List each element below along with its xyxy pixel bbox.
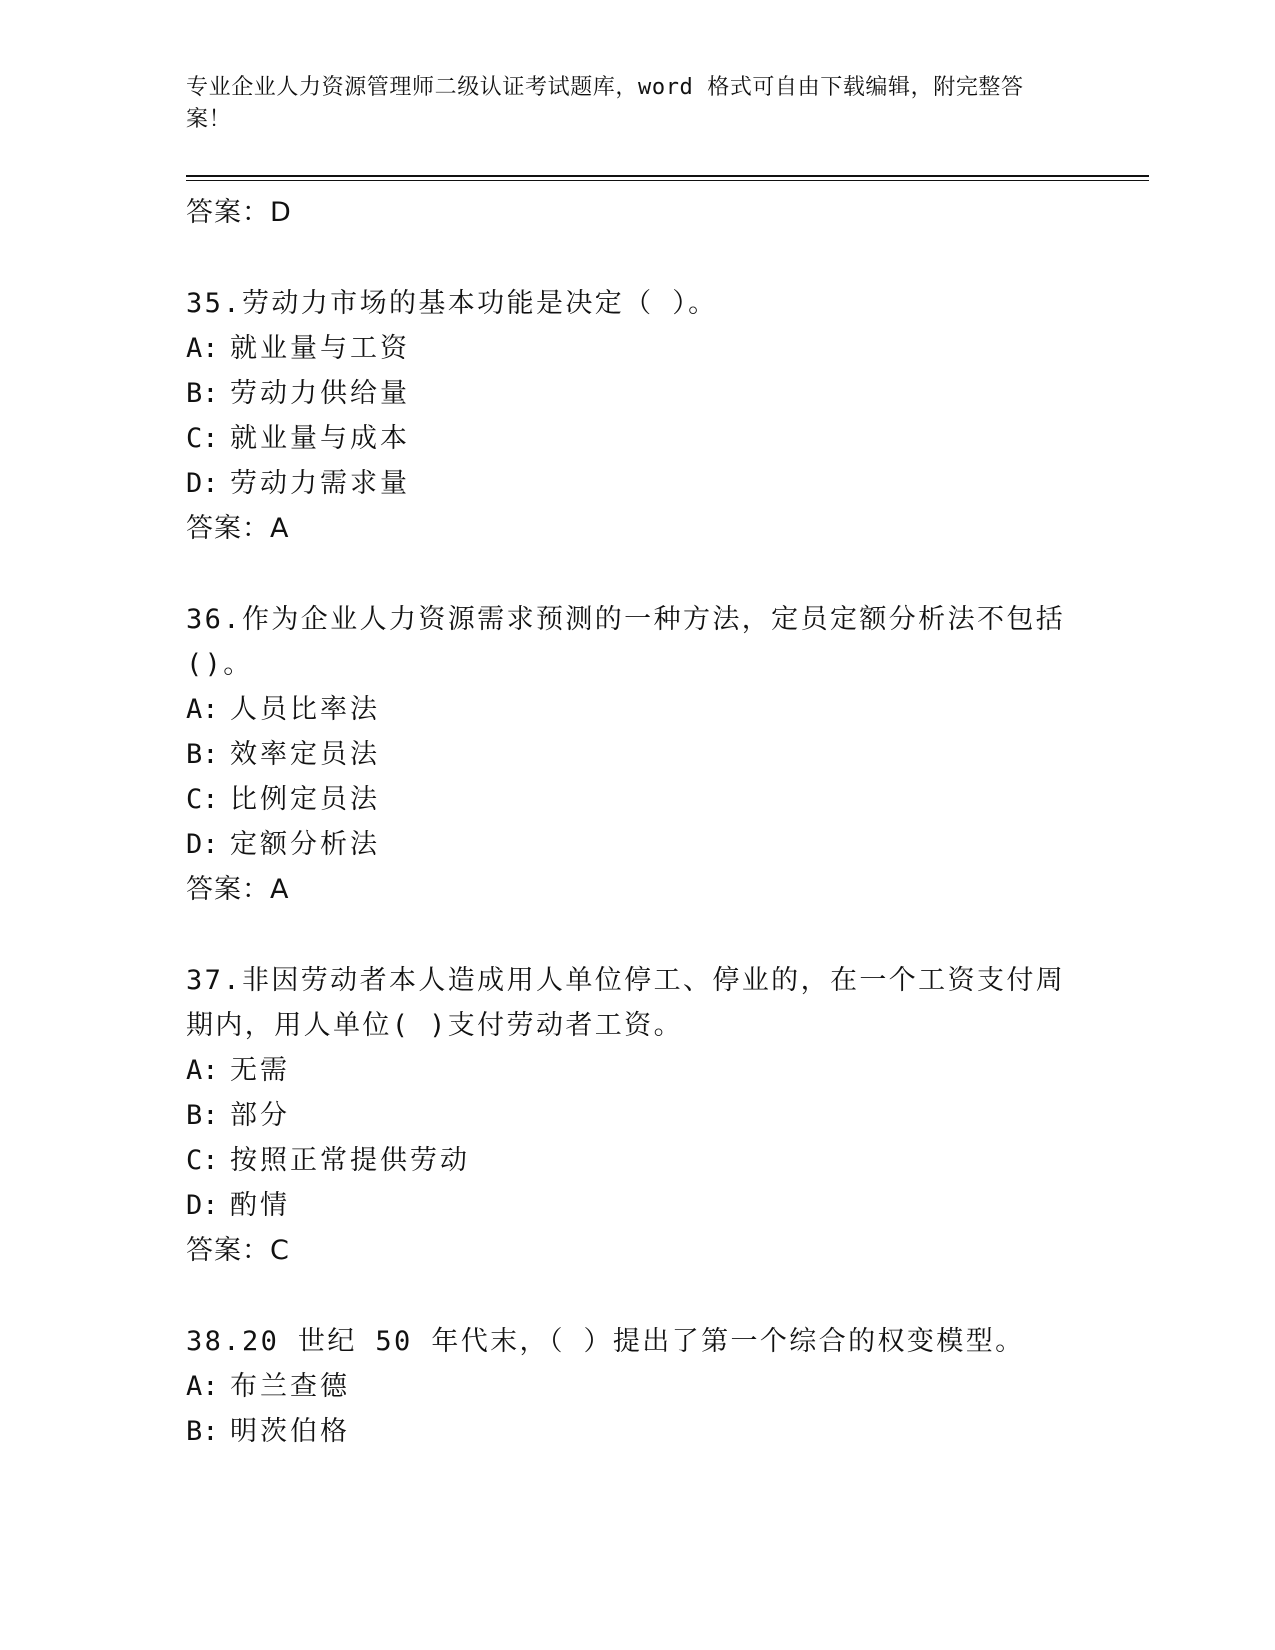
question-stem: 37.非因劳动者本人造成用人单位停工、停业的，在一个工资支付周期内，用人单位( )支付劳动者工资。: [186, 965, 1066, 1041]
header-divider: [186, 175, 1149, 177]
question-item: [186, 1319, 1086, 1454]
option-item: A: 就业量与工资: [186, 333, 410, 364]
header-divider-thin: [186, 180, 1149, 181]
option-item: D: 定额分析法: [186, 829, 380, 860]
answer-line: 答案：A: [186, 513, 290, 544]
option-item: B: 部分: [186, 1100, 290, 1131]
option-item: D: 酌情: [186, 1190, 290, 1221]
option-item: B: 劳动力供给量: [186, 378, 410, 409]
answer-line: 答案：A: [186, 874, 290, 905]
option-item: C: 按照正常提供劳动: [186, 1145, 470, 1176]
option-item: B: 效率定员法: [186, 739, 380, 770]
document-header: 专业企业人力资源管理师二级认证考试题库，word 格式可自由下载编辑，附完整答案！: [186, 75, 1024, 132]
question-item: [186, 597, 1086, 912]
option-item: A: 无需: [186, 1055, 290, 1086]
option-item: A: 布兰查德: [186, 1371, 350, 1402]
question-item: [186, 281, 1086, 551]
answer-line: 答案：C: [186, 1235, 290, 1266]
question-stem: 38.20 世纪 50 年代末，（ ）提出了第一个综合的权变模型。: [186, 1326, 1025, 1357]
question-list: [186, 190, 1086, 1454]
option-item: D: 劳动力需求量: [186, 468, 410, 499]
option-item: C: 就业量与成本: [186, 423, 410, 454]
question-item: [186, 958, 1086, 1273]
question-stem: 35.劳动力市场的基本功能是决定（ ）。: [186, 288, 718, 319]
answer-line: 答案：D: [186, 197, 292, 228]
question-stem: 36.作为企业人力资源需求预测的一种方法，定员定额分析法不包括()。: [186, 604, 1066, 680]
option-item: A: 人员比率法: [186, 694, 380, 725]
option-item: C: 比例定员法: [186, 784, 380, 815]
option-item: B: 明茨伯格: [186, 1416, 350, 1447]
